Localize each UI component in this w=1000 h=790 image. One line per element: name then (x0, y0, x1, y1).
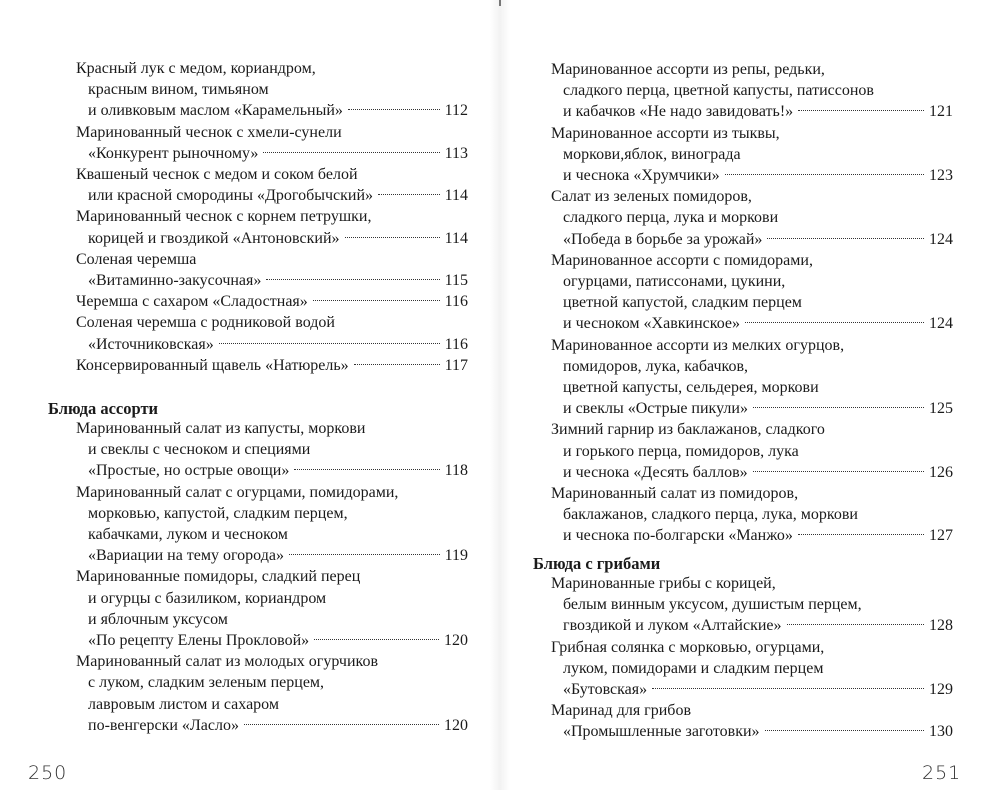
toc-entry-text: Консервированный щавель «Натюрель» (76, 356, 349, 374)
toc-entry-last-line (88, 185, 468, 207)
toc-entry-line: красным вином, тимьяном (88, 81, 269, 99)
toc-entry-text: «Конкурент рыночному» (88, 144, 259, 162)
toc-entry-text: «Бутовская» (563, 681, 648, 698)
left-page (0, 0, 495, 790)
toc-entry-line: Маринованный чеснок с хмели-сунели (76, 123, 342, 141)
toc-entry-text: «Простые, но острые овощи» (88, 462, 290, 480)
toc-page-number: 118 (444, 462, 468, 480)
toc-entry-last-line (76, 355, 468, 377)
toc-entry-line: морковью, капустой, сладким перцем, (88, 504, 348, 522)
toc-entry-last-line (88, 715, 468, 737)
dot-leader (652, 688, 924, 689)
toc-entry-line: и свеклы с чесноком и специями (88, 441, 311, 459)
dot-leader (753, 471, 924, 472)
section-heading: Блюда с грибами (533, 554, 661, 573)
toc-entry-last-line (88, 270, 468, 292)
toc-entry-line: цветной капустой, сладким перцем (563, 294, 802, 312)
toc-entry-line: Маринованный салат из капусты, моркови (76, 420, 366, 437)
dot-leader (753, 407, 924, 408)
toc-entry-line: Красный лук с медом, кориандром, (76, 60, 316, 77)
toc-page-number: 121 (929, 103, 953, 121)
toc-page-number: 130 (929, 723, 953, 741)
dot-leader (378, 194, 440, 195)
toc-entry-last-line (563, 398, 953, 420)
toc-entry-last-line (563, 721, 953, 743)
toc-entry-text: «Вариации на тему огорода» (88, 547, 284, 565)
toc-page-number: 116 (444, 293, 468, 311)
dot-leader (354, 364, 440, 365)
toc-page-number: 124 (929, 315, 953, 333)
toc-entry-line: Грибная солянка с морковью, огурцами, (551, 638, 825, 656)
toc-entry-text: корицей и гвоздикой «Антоновский» (88, 229, 340, 247)
toc-entry-line: Маринованное ассорти с помидорами, (551, 251, 813, 269)
toc-entry-last-line (76, 291, 468, 313)
toc-entry-text: Черемша с сахаром «Сладостная» (76, 293, 308, 311)
toc-page-number: 113 (444, 144, 468, 162)
toc-entry-last-line (563, 229, 953, 251)
toc-page-number: 126 (929, 463, 953, 481)
toc-entry-text: «По рецепту Елены Прокловой» (88, 632, 310, 649)
toc-page-number: 127 (929, 527, 953, 545)
page-number-left: 250 (28, 762, 68, 784)
toc-entry-line: и горького перца, помидоров, лука (563, 442, 799, 460)
right-page (505, 0, 1000, 790)
toc-entry-last-line (563, 615, 953, 637)
toc-entry-last-line (563, 462, 953, 484)
toc-entry-line: Маринованные грибы с корицей, (551, 575, 776, 592)
dot-leader (345, 237, 440, 238)
toc-page-number: 123 (929, 167, 953, 184)
toc-entry-line: сладкого перца, цветной капусты, патиссонов (563, 82, 874, 100)
toc-entry-line: луком, помидорами и сладким перцем (563, 659, 824, 677)
toc-entry-text: «Витаминно-закусочная» (88, 272, 262, 289)
toc-entry-last-line (563, 165, 953, 187)
dot-leader (798, 534, 924, 535)
toc-entry-last-line (88, 100, 468, 122)
toc-page-number: 114 (444, 187, 468, 205)
toc-page-number: 117 (444, 356, 468, 374)
toc-entry-text: или красной смородины «Дрогобычский» (88, 187, 374, 205)
toc-entry-line: сладкого перца, лука и моркови (563, 209, 779, 227)
toc-entry-last-line (563, 101, 953, 123)
toc-entry-line: цветной капусты, сельдерея, моркови (563, 379, 819, 396)
toc-entry-last-line (88, 545, 468, 567)
dot-leader (294, 469, 439, 470)
toc-entry-line: лавровым листом и сахаром (88, 695, 279, 713)
toc-entry-line: Маринованный салат из помидоров, (551, 485, 799, 502)
toc-entry-last-line (88, 460, 468, 482)
toc-entry-line: с луком, сладким зеленым перцем, (88, 674, 325, 692)
toc-entry-line: Соленая черемша с родниковой водой (76, 314, 335, 332)
toc-entry-line: баклажанов, сладкого перца, лука, моркови (563, 506, 858, 524)
toc-entry-line: Маринованный чеснок с корнем петрушки, (76, 208, 372, 226)
dot-leader (725, 174, 924, 175)
toc-page-number: 124 (929, 230, 953, 248)
toc-entry-text: и свеклы «Острые пикули» (563, 400, 748, 418)
toc-entry-line: Соленая черемша (76, 250, 197, 268)
toc-entry-text: и чесноком «Хавкинское» (563, 315, 741, 333)
dot-leader (765, 730, 924, 731)
toc-entry-line: Зимний гарнир из баклажанов, сладкого (551, 421, 825, 439)
section-heading: Блюда ассорти (48, 399, 159, 418)
toc-entry-line: белым винным уксусом, душистым перцем, (563, 596, 862, 614)
toc-entry-text: «Победа в борьбе за урожай» (563, 230, 763, 248)
toc-entry-text: по-венгерски «Ласло» (88, 716, 239, 734)
toc-entry-line: и яблочным уксусом (88, 610, 228, 628)
toc-entry-text: «Источниковская» (88, 335, 214, 353)
toc-entry-line: Маринованное ассорти из тыквы, (551, 124, 780, 142)
toc-entry-last-line (563, 525, 953, 547)
toc-entry-text: и чеснока по-болгарски «Манжо» (563, 527, 793, 545)
toc-entry-line: огурцами, патиссонами, цукини, (563, 273, 786, 290)
toc-entry-line: Квашеный чеснок с медом и соком белой (76, 166, 358, 183)
dot-leader (767, 238, 924, 239)
dot-leader (313, 300, 440, 301)
toc-page-number: 112 (444, 102, 468, 120)
toc-page-number: 129 (929, 681, 953, 698)
toc-entry-last-line (563, 679, 953, 701)
toc-entry-line: Маринованные помидоры, сладкий перец (76, 568, 361, 586)
toc-page-number: 116 (444, 335, 468, 353)
toc-entry-line: Салат из зеленых помидоров, (551, 188, 752, 206)
toc-entry-text: и чеснока «Десять баллов» (563, 463, 748, 481)
dot-leader (263, 152, 439, 153)
page-number-right: 251 (922, 762, 962, 784)
toc-entry-line: моркови,яблок, винограда (563, 145, 741, 163)
toc-page-number: 114 (444, 229, 468, 247)
dot-leader (348, 109, 440, 110)
toc-entry-line: Маринованный салат из молодых огурчиков (76, 653, 379, 671)
dot-leader (745, 322, 924, 323)
gutter-mark (499, 0, 501, 6)
toc-entry-line: помидоров, лука, кабачков, (563, 357, 749, 375)
toc-page-number: 125 (929, 400, 953, 418)
toc-page-number: 128 (929, 617, 953, 635)
toc-entry-last-line (88, 143, 468, 165)
toc-entry-line: Маринованное ассорти из репы, редьки, (551, 61, 825, 78)
toc-entry-text: и кабачков «Не надо завидовать!» (563, 103, 794, 121)
toc-entry-last-line (563, 313, 953, 335)
toc-entry-text: «Промышленные заготовки» (563, 723, 760, 741)
toc-page-number: 115 (444, 272, 468, 289)
toc-entry-line: Маринованный салат с огурцами, помидорами, (76, 483, 399, 501)
toc-entry-last-line (88, 334, 468, 356)
toc-page-number: 119 (444, 547, 468, 565)
dot-leader (798, 110, 924, 111)
dot-leader (266, 279, 439, 280)
toc-entry-line: и огурцы с базиликом, кориандром (88, 589, 327, 607)
toc-entry-line: Маринованное ассорти из мелких огурцов, (551, 336, 845, 354)
dot-leader (219, 343, 440, 344)
toc-entry-text: и оливковым маслом «Карамельный» (88, 102, 343, 120)
dot-leader (289, 554, 440, 555)
dot-leader (244, 724, 439, 725)
toc-entry-last-line (88, 630, 468, 652)
toc-page-number: 120 (444, 716, 468, 734)
toc-entry-last-line (88, 228, 468, 250)
toc-entry-text: и чеснока «Хрумчики» (563, 167, 720, 184)
toc-page-number: 120 (444, 632, 468, 649)
toc-entry-line: кабачками, луком и чесноком (88, 526, 288, 543)
toc-entry-line: Маринад для грибов (551, 702, 691, 720)
dot-leader (314, 639, 439, 640)
toc-entry-text: гвоздикой и луком «Алтайские» (563, 617, 782, 635)
dot-leader (787, 624, 924, 625)
